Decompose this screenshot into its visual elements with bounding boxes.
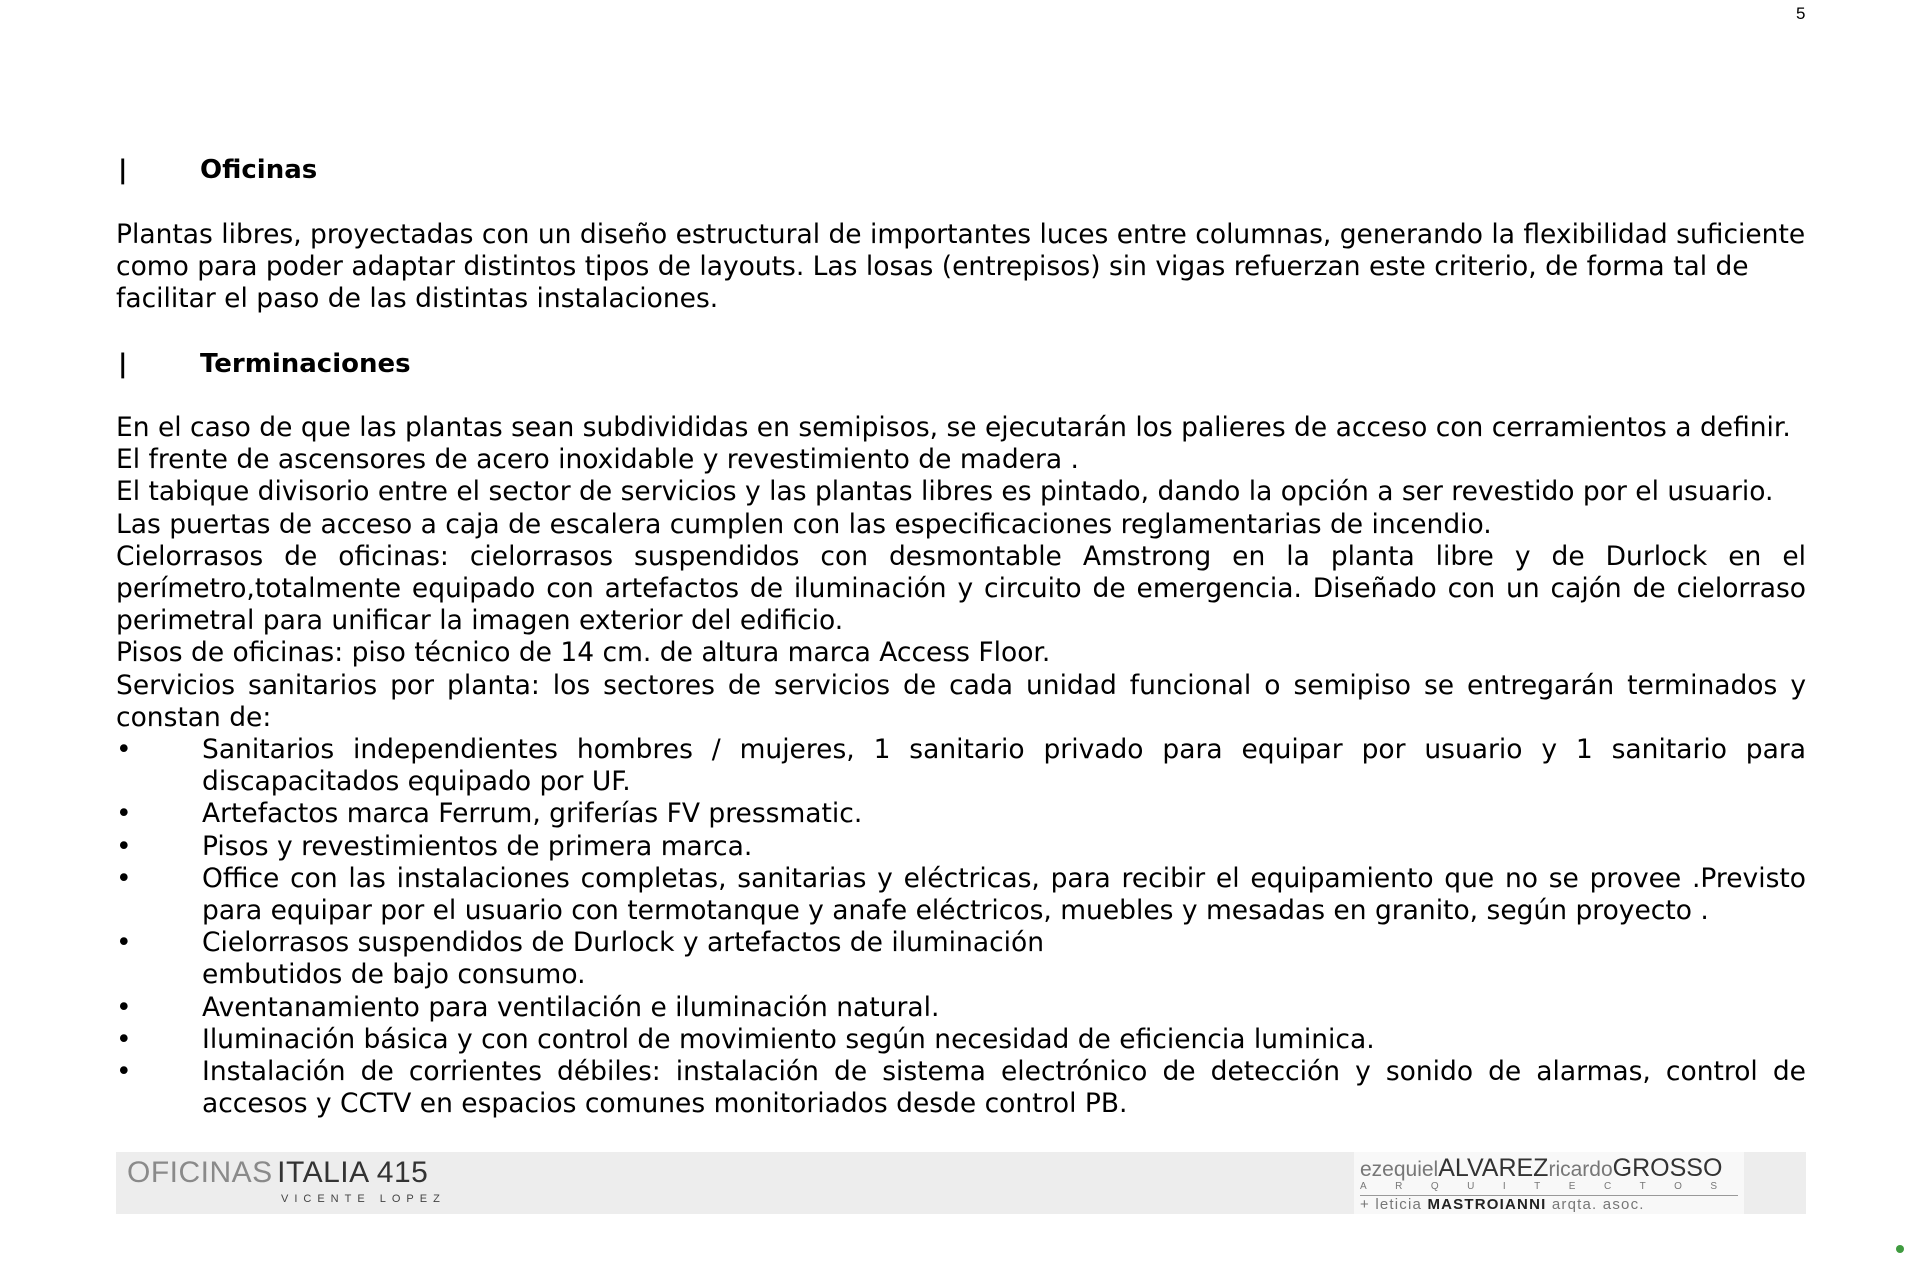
list-item-text: Iluminación básica y con control de movimiento según necesidad de eficiencia luminica.: [202, 1023, 1375, 1055]
associate-line: [1360, 1196, 1645, 1213]
list-item: [116, 992, 1806, 1024]
paragraph: El frente de ascensores de acero inoxidable y revestimiento de madera .: [116, 444, 1079, 476]
list-item-text: Office con las instalaciones completas, sanitarias y eléctricas, para recibir el equipamiento que no se provee .Previsto para equipar por el usuario con termotanque y anafe eléctricos, muebles y mesadas en granito, según proyecto .: [202, 862, 1806, 927]
paragraph: En el caso de que las plantas sean subdivididas en semipisos, se ejecutarán los palieres de acceso con cerramientos a definir.: [116, 412, 1791, 443]
status-dot-icon: [1896, 1245, 1904, 1253]
paragraph: Servicios sanitarios por planta: los sectores de servicios de cada unidad funcional o semipiso se entregarán terminados y constan de:: [116, 669, 1806, 733]
bullet-icon: •: [116, 734, 132, 766]
bullet-icon: •: [116, 1056, 132, 1088]
associate-suffix: arqta. asoc.: [1551, 1196, 1645, 1213]
architects-names: [1360, 1154, 1722, 1183]
bullet-icon: •: [116, 862, 132, 894]
list-item-text: Instalación de corrientes débiles: instalación de sistema electrónico de detección y sonido de alarmas, control de accesos y CCTV en espacios comunes monitoriados desde control PB.: [202, 1056, 1806, 1120]
list-item: [116, 798, 1806, 830]
paragraph: Pisos de oficinas: piso técnico de 14 cm. de altura marca Access Floor.: [116, 637, 1051, 669]
list-item-text: Aventanamiento para ventilación e iluminación natural.: [202, 991, 940, 1023]
list-item-text: Sanitarios independientes hombres / mujeres, 1 sanitario privado para equipar por usuario y 1 sanitario para discapacitados equipado por UF.: [202, 734, 1806, 798]
list-item: [116, 1056, 1806, 1120]
list-item: [116, 1024, 1806, 1056]
paragraph: El tabique divisorio entre el sector de servicios y las plantas libres es pintado, dando la opción a ser revestido por el usuario.: [116, 476, 1774, 508]
architect-first-name: ezequiel: [1360, 1158, 1439, 1181]
architects-logo: [1354, 1152, 1744, 1214]
section-body-oficinas: [116, 219, 1806, 316]
bullet-icon: •: [116, 991, 132, 1023]
bullet-icon: •: [116, 830, 132, 862]
list-item: [116, 831, 1806, 863]
paragraph: Las puertas de acceso a caja de escalera cumplen con las especificaciones reglamentarias de incendio.: [116, 508, 1492, 540]
project-logo-word1: OFICINAS: [127, 1156, 273, 1189]
section-title: Oficinas: [200, 155, 318, 185]
bullet-icon: •: [116, 798, 132, 830]
paragraph: Plantas libres, proyectadas con un diseño estructural de importantes luces entre columnas, generando la flexibilidad suficiente como para poder adaptar distintos tipos de layouts. Las losas (entrepisos) sin vigas refuerzan este criterio, de forma tal de facilitar el paso de las distintas instalaciones.: [116, 219, 1806, 315]
project-logo: [127, 1156, 446, 1205]
architect-first-name: ricardo: [1548, 1158, 1613, 1181]
section-title: Terminaciones: [200, 349, 411, 379]
associate-prefix: + leticia: [1360, 1196, 1423, 1213]
list-item: [116, 734, 1806, 798]
bullet-icon: •: [116, 1023, 132, 1055]
section-marker: |: [118, 155, 128, 185]
page-number: 5: [1796, 4, 1806, 23]
architects-role: ARQUITECTOS: [1360, 1181, 1746, 1192]
footer-band: [116, 1152, 1806, 1214]
section-body-terminaciones: [116, 412, 1806, 1120]
list-item-text: Cielorrasos suspendidos de Durlock y artefactos de iluminación: [202, 927, 1045, 959]
architect-last-name: GROSSO: [1612, 1154, 1723, 1182]
section-marker: |: [118, 349, 128, 379]
paragraph: Cielorrasos de oficinas: cielorrasos suspendidos con desmontable Amstrong en la planta libre y de Durlock en el perímetro,totalmente equipado con artefactos de iluminación y circuito de emergencia. Diseñado con un cajón de cielorraso perimetral para unificar la imagen exterior del edificio.: [116, 540, 1806, 637]
list-item-text: Artefactos marca Ferrum, griferías FV pressmatic.: [202, 798, 863, 830]
bullet-icon: •: [116, 927, 132, 959]
list-item-continuation: embutidos de bajo consumo.: [202, 959, 586, 991]
list-item-text: Pisos y revestimientos de primera marca.: [202, 830, 753, 862]
project-logo-word2: ITALIA 415: [277, 1156, 429, 1189]
bullet-list: [116, 734, 1806, 1120]
list-item: [116, 927, 1806, 991]
list-item: [116, 863, 1806, 927]
project-location: VICENTE LOPEZ: [281, 1193, 446, 1205]
architect-last-name: ALVAREZ: [1438, 1154, 1549, 1182]
associate-last-name: MASTROIANNI: [1427, 1196, 1547, 1213]
